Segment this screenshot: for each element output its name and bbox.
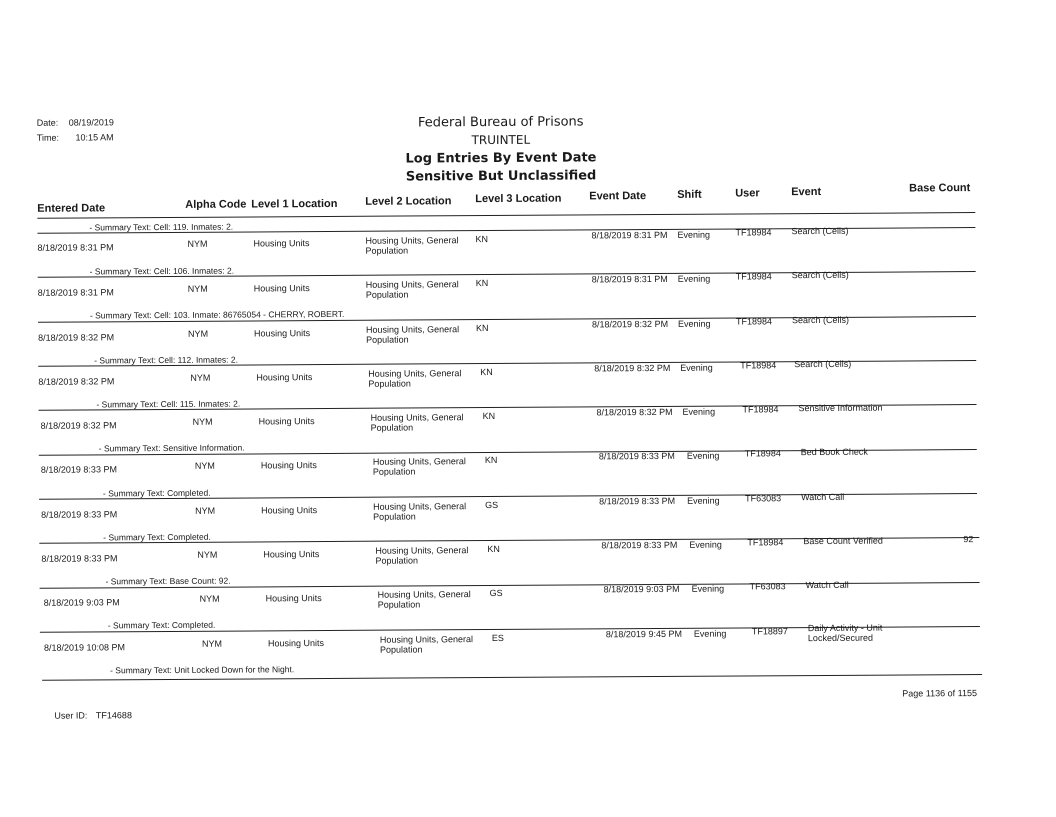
level2-location: Housing Units, General Population: [368, 368, 462, 389]
level3-location: KN: [475, 323, 489, 334]
summary-text: - Summary Text: Cell: 103. Inmate: 86765054 - CHERRY, ROBERT.: [89, 308, 345, 321]
event-date: 8/18/2019 8:32 PM: [594, 362, 671, 374]
alpha-code: NYM: [192, 416, 213, 427]
event: Base Count Verified: [803, 535, 883, 547]
entered-date: 8/18/2019 8:32 PM: [38, 376, 115, 387]
table-bottom-rule: [42, 674, 982, 681]
entered-date: 8/18/2019 8:33 PM: [41, 553, 118, 564]
event-date: 8/18/2019 8:31 PM: [591, 273, 668, 285]
alpha-code: NYM: [187, 238, 208, 249]
level2-location: Housing Units, General Population: [372, 456, 466, 477]
col-event-date: Event Date: [589, 190, 647, 203]
event-date: 8/18/2019 8:33 PM: [599, 495, 676, 507]
user-id-label: User ID:: [54, 710, 88, 721]
level3-location: KN: [482, 410, 496, 422]
alpha-code: NYM: [188, 328, 209, 339]
shift: Evening: [677, 273, 711, 284]
event: Search (Cells): [791, 225, 849, 237]
entered-date: 8/18/2019 8:33 PM: [40, 464, 117, 475]
summary-text: - Summary Text: Sensitive Information.: [98, 442, 245, 454]
summary-text: - Summary Text: Cell: 106. Inmates: 2.: [89, 265, 235, 277]
event-date: 8/18/2019 8:33 PM: [598, 450, 675, 462]
alpha-code: NYM: [201, 638, 222, 649]
page-number: Page 1136 of 1155: [902, 688, 978, 699]
summary-text: - Summary Text: Completed.: [102, 487, 211, 499]
entered-date: 8/18/2019 9:03 PM: [43, 597, 120, 608]
entered-date: 8/18/2019 8:32 PM: [40, 420, 117, 431]
system-title: TRUINTEL: [471, 132, 531, 148]
base-count: 92: [963, 534, 974, 545]
header-rule: [37, 212, 975, 219]
event: Daily Activity - Unit Locked/Secured: [807, 622, 883, 644]
event-date: 8/18/2019 8:32 PM: [596, 406, 673, 418]
alpha-code: NYM: [187, 283, 208, 294]
level2-location: Housing Units, General Population: [375, 545, 469, 566]
col-shift: Shift: [677, 188, 702, 201]
level3-location: KN: [484, 454, 498, 466]
level3-location: GS: [485, 499, 499, 511]
shift: Evening: [686, 450, 720, 461]
level3-location: KN: [475, 278, 489, 289]
shift: Evening: [687, 495, 720, 506]
user-id-value: TF14688: [95, 710, 132, 721]
user: TF18984: [735, 271, 772, 282]
level1-location: Housing Units: [258, 416, 315, 427]
level2-location: Housing Units, General Population: [377, 589, 471, 610]
col-event: Event: [791, 185, 822, 199]
level1-location: Housing Units: [254, 328, 311, 339]
alpha-code: NYM: [199, 593, 220, 604]
entered-date: 8/18/2019 8:31 PM: [37, 242, 114, 253]
event: Bed Book Check: [800, 446, 868, 458]
time-label: Time:: [36, 132, 60, 143]
event: Watch Call: [805, 579, 849, 591]
col-base-count: Base Count: [909, 182, 971, 195]
entered-date: 8/18/2019 10:08 PM: [43, 642, 126, 653]
level1-location: Housing Units: [263, 549, 320, 560]
summary-text: - Summary Text: Base Count: 92.: [105, 575, 231, 587]
shift: Evening: [682, 406, 716, 417]
user: TF63083: [745, 493, 782, 504]
level2-location: Housing Units, General Population: [373, 501, 467, 522]
event-date: 8/18/2019 9:45 PM: [605, 628, 682, 640]
col-user: User: [735, 187, 760, 200]
level1-location: Housing Units: [253, 283, 310, 294]
entered-date: 8/18/2019 8:31 PM: [37, 287, 114, 298]
event: Sensitive Information: [798, 402, 883, 414]
event-date: 8/18/2019 8:33 PM: [601, 539, 678, 551]
event: Search (Cells): [794, 358, 852, 370]
alpha-code: NYM: [197, 549, 218, 560]
level2-location: Housing Units, General Population: [365, 279, 459, 300]
level3-location: ES: [491, 632, 504, 644]
col-entered-date: Entered Date: [37, 202, 106, 215]
classification: Sensitive But Unclassified: [405, 168, 597, 185]
level3-location: GS: [489, 587, 503, 599]
shift: Evening: [677, 229, 711, 240]
shift: Evening: [691, 583, 725, 594]
col-alpha-code: Alpha Code: [185, 198, 247, 211]
alpha-code: NYM: [195, 505, 216, 516]
shift: Evening: [693, 628, 727, 639]
user: TF18984: [735, 316, 773, 327]
date-label: Date:: [36, 117, 59, 128]
level1-location: Housing Units: [253, 238, 310, 249]
summary-text: - Summary Text: Cell: 119. Inmates: 2.: [89, 221, 234, 233]
event-date: 8/18/2019 9:03 PM: [603, 583, 680, 595]
shift: Evening: [680, 362, 713, 373]
level1-location: Housing Units: [265, 593, 322, 604]
event: Search (Cells): [791, 269, 849, 281]
shift: Evening: [689, 539, 722, 550]
col-level3: Level 3 Location: [475, 192, 562, 206]
level1-location: Housing Units: [267, 638, 324, 649]
level3-location: KN: [487, 543, 500, 555]
col-level1: Level 1 Location: [251, 197, 338, 211]
event: Watch Call: [801, 491, 845, 503]
level3-location: KN: [475, 234, 489, 245]
summary-text: - Summary Text: Completed.: [103, 531, 211, 543]
footer-user-id: [54, 710, 132, 720]
level1-location: Housing Units: [261, 505, 318, 516]
shift: Evening: [677, 318, 711, 329]
col-level2: Level 2 Location: [365, 195, 452, 208]
user: TF18897: [751, 626, 788, 637]
user: TF18984: [742, 404, 779, 415]
level2-location: Housing Units, General Population: [379, 634, 473, 655]
alpha-code: NYM: [194, 460, 215, 471]
event-date: 8/18/2019 8:31 PM: [591, 229, 668, 241]
level3-location: KN: [480, 366, 493, 378]
summary-text: - Summary Text: Completed.: [107, 619, 216, 631]
user: TF18984: [735, 227, 772, 238]
time-value: 10:15 AM: [75, 132, 114, 143]
level1-location: Housing Units: [260, 460, 317, 471]
summary-text: - Summary Text: Cell: 112. Inmates: 2.: [94, 354, 238, 366]
event: Search (Cells): [791, 314, 850, 326]
level2-location: Housing Units, General Population: [370, 412, 464, 433]
user: TF18984: [740, 360, 777, 371]
date-value: 08/19/2019: [68, 117, 114, 128]
level2-location: Housing Units, General Population: [365, 324, 460, 345]
entered-date: 8/18/2019 8:32 PM: [38, 332, 115, 343]
summary-text: - Summary Text: Unit Locked Down for the Night.: [110, 664, 295, 676]
agency-title: Federal Bureau of Prisons: [417, 114, 584, 131]
summary-text: - Summary Text: Cell: 115. Inmates: 2.: [96, 398, 241, 410]
user: TF63083: [749, 581, 786, 592]
user: TF18984: [744, 448, 781, 459]
alpha-code: NYM: [190, 372, 211, 383]
report-title: Log Entries By Event Date: [405, 150, 597, 167]
level1-location: Housing Units: [256, 372, 313, 383]
user: TF18984: [747, 537, 784, 548]
entered-date: 8/18/2019 8:33 PM: [41, 509, 118, 520]
event-date: 8/18/2019 8:32 PM: [591, 318, 669, 330]
level2-location: Housing Units, General Population: [365, 235, 459, 256]
